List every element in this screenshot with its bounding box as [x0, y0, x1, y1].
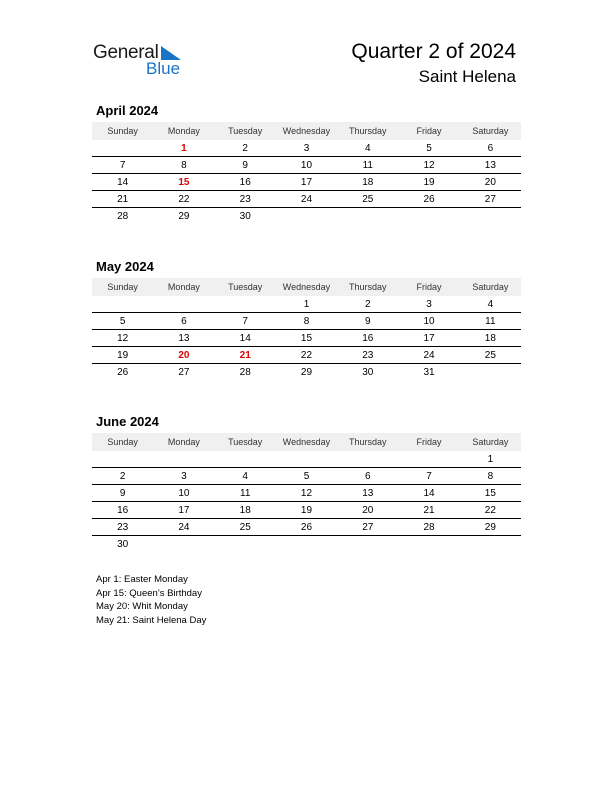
day-cell: 4 [242, 470, 248, 482]
weekday-label: Saturday [472, 282, 509, 292]
day-cell: 16 [362, 332, 374, 344]
week-row [92, 347, 521, 364]
day-cell: 29 [300, 366, 313, 378]
week-row [92, 330, 521, 347]
month-name: May 2024 [96, 259, 154, 274]
day-cell: 18 [362, 176, 374, 188]
week-row [92, 485, 521, 502]
day-cell: 10 [300, 159, 313, 171]
day-cell: 6 [365, 470, 371, 482]
day-cell: 18 [484, 332, 496, 344]
day-cell: 13 [484, 159, 496, 171]
day-cell: 2 [119, 470, 126, 482]
weekday-label: Thursday [349, 126, 387, 136]
weekday-label: Thursday [349, 282, 387, 292]
month-name: June 2024 [96, 414, 159, 429]
day-cell: 25 [362, 193, 374, 205]
weekday-label: Wednesday [282, 282, 331, 292]
day-cell: 5 [426, 142, 432, 154]
day-cell: 10 [178, 487, 190, 499]
day-cell: 8 [303, 315, 310, 327]
day-cell: 5 [119, 315, 126, 327]
day-cell: 23 [117, 521, 129, 533]
day-cell: 7 [242, 315, 248, 327]
day-cell: 19 [423, 176, 435, 188]
day-cell: 18 [239, 504, 251, 516]
day-cell: 14 [423, 487, 435, 499]
day-cell: 5 [303, 470, 310, 482]
week-row [92, 468, 521, 485]
weekday-label: Monday [167, 437, 200, 447]
day-cell: 15 [300, 332, 313, 344]
month-name: April 2024 [96, 103, 159, 118]
day-cell: 24 [423, 349, 435, 361]
day-cell: 23 [362, 349, 374, 361]
day-cell: 25 [239, 521, 251, 533]
day-cell: 14 [239, 332, 251, 344]
day-cell: 10 [423, 315, 435, 327]
day-cell: 6 [487, 142, 494, 154]
day-cell: 26 [423, 193, 435, 205]
month-calendar [92, 259, 521, 380]
day-cell: 1 [181, 142, 187, 154]
holiday-note: May 20: Whit Monday [96, 601, 188, 612]
day-cell: 29 [178, 210, 190, 222]
weekday-label: Saturday [472, 126, 509, 136]
week-row [92, 313, 521, 330]
holiday-note: Apr 1: Easter Monday [96, 574, 188, 585]
day-cell: 1 [303, 298, 310, 310]
day-cell: 13 [362, 487, 374, 499]
week-row [92, 208, 521, 224]
weekday-label: Sunday [107, 282, 138, 292]
day-cell: 27 [484, 193, 496, 205]
day-cell: 16 [117, 504, 129, 516]
week-row [92, 174, 521, 191]
weekday-header [92, 278, 521, 296]
day-cell: 4 [487, 298, 494, 310]
week-row [92, 157, 521, 174]
day-cell: 28 [423, 521, 435, 533]
day-cell: 23 [239, 193, 251, 205]
day-cell: 17 [178, 504, 190, 516]
week-row [92, 451, 521, 468]
day-cell: 8 [487, 470, 494, 482]
week-row [92, 191, 521, 208]
week-row [92, 536, 521, 552]
weekday-label: Sunday [107, 437, 138, 447]
logo-text-blue: Blue [146, 59, 181, 78]
weekday-label: Friday [416, 126, 442, 136]
day-cell: 12 [300, 487, 313, 499]
weekday-label: Tuesday [228, 437, 263, 447]
weekday-header [92, 122, 521, 140]
day-cell: 15 [484, 487, 496, 499]
day-cell: 15 [178, 176, 190, 188]
weekday-label: Monday [167, 126, 200, 136]
day-cell: 11 [485, 315, 496, 327]
holiday-note: Apr 15: Queen’s Birthday [96, 587, 202, 599]
weekday-label: Friday [416, 437, 442, 447]
logo-triangle-icon [161, 46, 181, 60]
weekday-label: Wednesday [282, 126, 331, 136]
day-cell: 21 [423, 504, 435, 516]
day-cell: 20 [362, 504, 374, 516]
day-cell: 14 [117, 176, 129, 188]
logo-text-general: General [93, 42, 159, 63]
day-cell: 22 [178, 193, 190, 205]
holiday-notes [96, 573, 206, 627]
day-cell: 17 [300, 176, 313, 188]
day-cell: 12 [117, 332, 129, 344]
day-cell: 4 [365, 142, 371, 154]
day-cell: 3 [303, 142, 310, 154]
day-cell: 11 [362, 159, 373, 171]
day-cell: 27 [178, 366, 190, 378]
day-cell: 6 [181, 315, 187, 327]
holiday-note: May 21: Saint Helena Day [96, 614, 207, 626]
day-cell: 30 [117, 538, 129, 550]
day-cell: 16 [239, 176, 251, 188]
generalblue-logo [93, 42, 193, 82]
page-title: Quarter 2 of 2024 [351, 40, 516, 63]
week-row [92, 296, 521, 313]
day-cell: 30 [239, 210, 251, 222]
day-cell: 19 [117, 349, 129, 361]
day-cell: 2 [365, 298, 371, 310]
day-cell: 19 [300, 504, 313, 516]
week-row [92, 364, 521, 380]
day-cell: 1 [487, 453, 494, 465]
weekday-label: Wednesday [282, 437, 331, 447]
day-cell: 11 [240, 487, 251, 499]
page-subtitle: Saint Helena [418, 67, 516, 86]
day-cell: 20 [484, 176, 496, 188]
day-cell: 26 [117, 366, 129, 378]
week-row [92, 140, 521, 157]
day-cell: 30 [362, 366, 374, 378]
month-calendar [92, 414, 521, 552]
weekday-label: Tuesday [228, 282, 263, 292]
day-cell: 29 [484, 521, 496, 533]
day-cell: 28 [239, 366, 251, 378]
weekday-label: Friday [416, 282, 442, 292]
weekday-label: Tuesday [228, 126, 263, 136]
day-cell: 26 [300, 521, 313, 533]
weekday-label: Sunday [107, 126, 138, 136]
day-cell: 13 [178, 332, 190, 344]
day-cell: 24 [300, 193, 313, 205]
day-cell: 31 [423, 366, 435, 378]
day-cell: 9 [242, 159, 248, 171]
day-cell: 9 [365, 315, 371, 327]
day-cell: 9 [119, 487, 126, 499]
weekday-label: Saturday [472, 437, 509, 447]
weekday-label: Thursday [349, 437, 387, 447]
day-cell: 2 [242, 142, 248, 154]
day-cell: 3 [181, 470, 187, 482]
day-cell: 24 [178, 521, 190, 533]
day-cell: 22 [300, 349, 313, 361]
day-cell: 7 [119, 159, 126, 171]
day-cell: 17 [423, 332, 435, 344]
month-calendar [92, 103, 521, 224]
day-cell: 3 [426, 298, 432, 310]
weekday-label: Monday [167, 282, 200, 292]
day-cell: 21 [117, 193, 129, 205]
day-cell: 7 [426, 470, 432, 482]
day-cell: 12 [423, 159, 435, 171]
day-cell: 25 [484, 349, 496, 361]
weekday-header [92, 433, 521, 451]
day-cell: 21 [239, 349, 251, 361]
day-cell: 28 [117, 210, 129, 222]
week-row [92, 502, 521, 519]
week-row [92, 519, 521, 536]
day-cell: 20 [178, 349, 190, 361]
day-cell: 27 [362, 521, 374, 533]
day-cell: 8 [181, 159, 187, 171]
day-cell: 22 [484, 504, 496, 516]
